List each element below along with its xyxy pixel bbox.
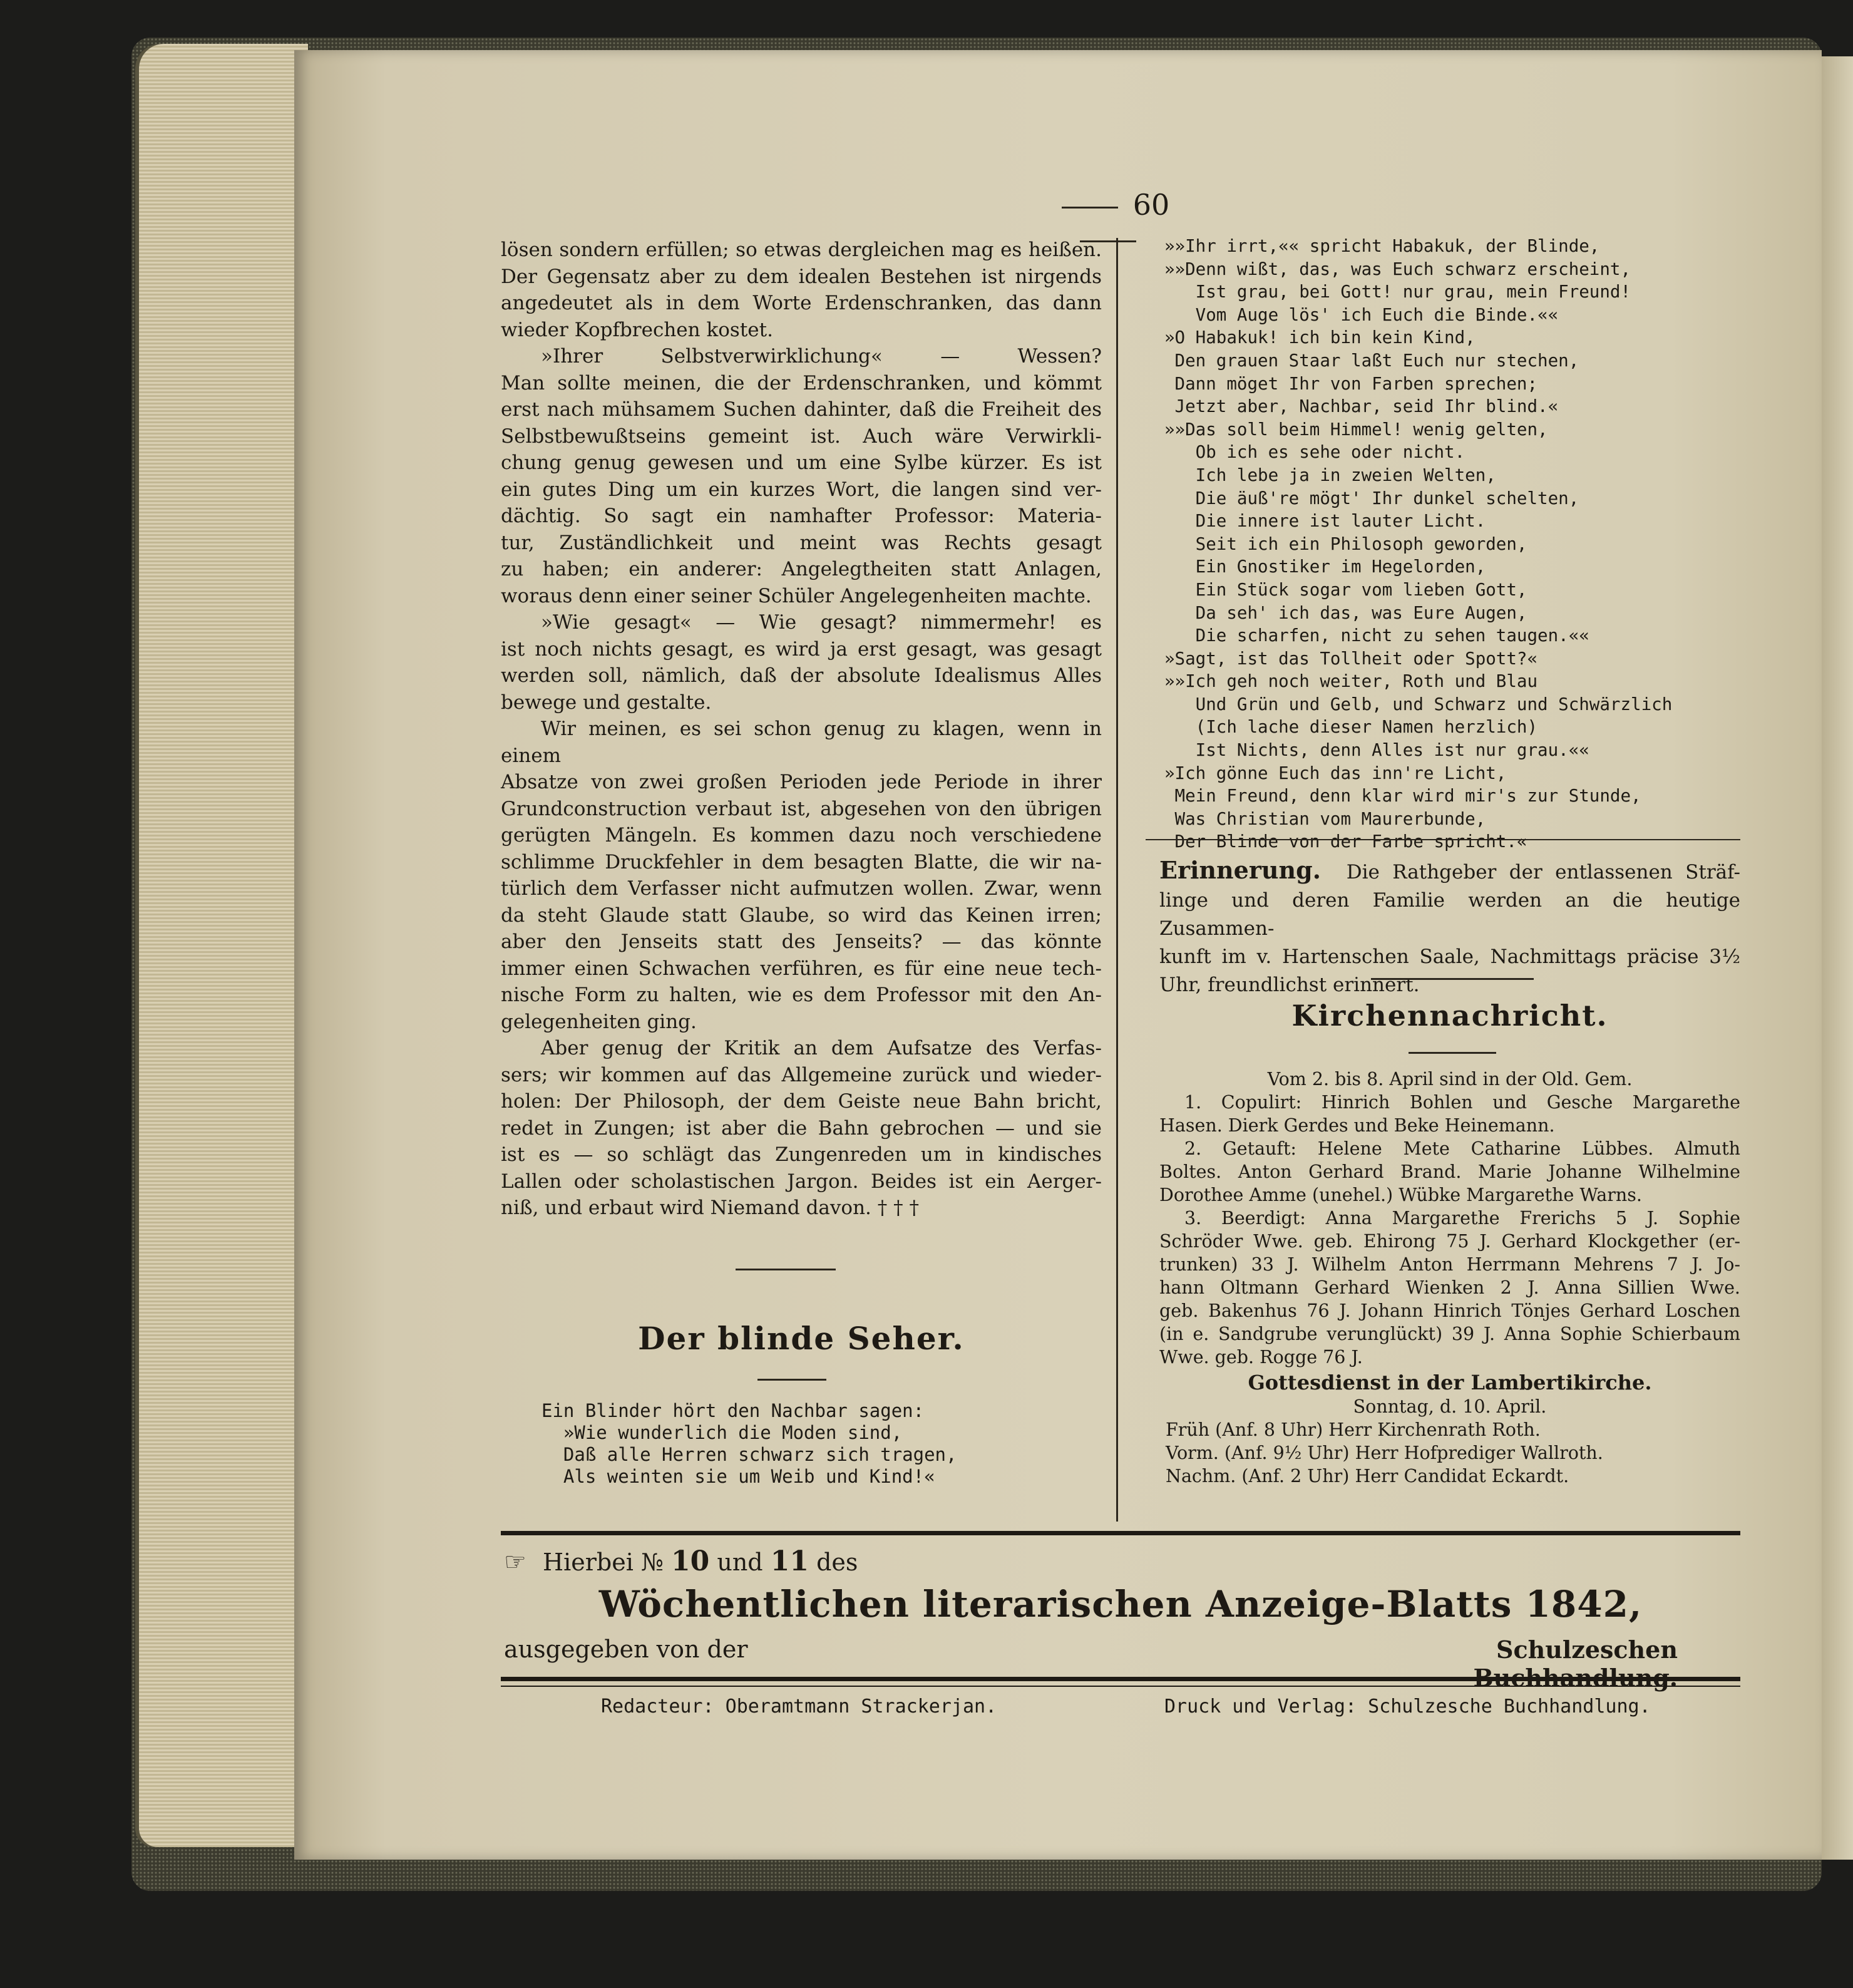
ad-issue-number: 10 [671, 1545, 710, 1577]
poem-line: Jetzt aber, Nachbar, seid Ihr blind.« [1164, 396, 1559, 417]
poem-line: Da seh' ich das, was Eure Augen, [1164, 602, 1527, 623]
article-line: zu haben; ein anderer: Angelegtheiten statt Anlagen, [501, 558, 1102, 580]
poem-line: »Wie wunderlich die Moden sind, [542, 1422, 903, 1443]
buried-line: (in e. Sandgrube verunglückt) 39 J. Anna Sophie Schierbaum [1159, 1324, 1740, 1344]
article-line: erst nach mühsamem Suchen dahinter, daß die Freiheit des [501, 398, 1102, 421]
footer-rule [501, 1677, 1740, 1681]
notice-title: Erinnerung. [1159, 856, 1321, 884]
poem-line: Der Blinde von der Farbe spricht.« [1164, 832, 1527, 852]
poem-line: Dann möget Ihr von Farben sprechen; [1164, 373, 1538, 394]
buried-line: geb. Bakenhus 76 J. Johann Hinrich Tönjes Gerhard Loschen [1159, 1300, 1740, 1321]
ad-suffix: des [816, 1548, 858, 1576]
article-line: bewege und gestalte. [501, 691, 712, 714]
baptized-line: 2. Getauft: Helene Mete Catharine Lübbes. Almuth [1184, 1138, 1740, 1159]
advertisement-publisher: Schulzeschen Buchhandlung. [1473, 1635, 1678, 1692]
article-line: ein gutes Ding um ein kurzes Wort, die langen sind ver- [501, 478, 1102, 501]
article-line: sers; wir kommen auf das Allgemeine zurück und wieder- [501, 1063, 1102, 1086]
ad-number-sign: № [640, 1548, 664, 1576]
buried-line: 3. Beerdigt: Anna Margarethe Frerichs 5 J. Sophie [1184, 1208, 1740, 1228]
article-line: türlich dem Verfasser nicht aufmutzen wollen. Zwar, wenn [501, 877, 1102, 900]
section-divider [736, 1269, 836, 1270]
article-line: werden soll, nämlich, daß der absolute Idealismus Alles [501, 664, 1102, 687]
church-news-title: Kirchennachricht. [1291, 999, 1608, 1033]
article-line: lösen sondern erfüllen; so etwas dergleichen mag es heißen. [501, 239, 1102, 261]
poem-line: Ob ich es sehe oder nicht. [1164, 442, 1465, 463]
article-line: niß, und erbaut wird Niemand davon. † † † [501, 1197, 919, 1219]
article-line: schlimme Druckfehler in dem besagten Blatte, die wir na- [501, 850, 1102, 873]
poem-line: »Sagt, ist das Tollheit oder Spott?« [1164, 648, 1538, 669]
poem-title-underline [757, 1379, 826, 1381]
imprint-printer: Druck und Verlag: Schulzesche Buchhandlung. [1164, 1696, 1651, 1718]
poem-line: Ein Gnostiker im Hegelorden, [1164, 557, 1486, 577]
poem-line: Und Grün und Gelb, und Schwarz und Schwärzlich [1164, 694, 1673, 714]
poem-line: Ist Nichts, denn Alles ist nur grau.«« [1164, 740, 1589, 761]
ad-issue-number: 11 [770, 1545, 809, 1577]
poem-line: (Ich lache dieser Namen herzlich) [1164, 717, 1538, 738]
advertisement-top-rule [501, 1531, 1740, 1535]
poem-line: Ist grau, bei Gott! nur grau, mein Freund! [1164, 282, 1631, 302]
poem-line: Die innere ist lauter Licht. [1164, 511, 1486, 532]
poem-title: Der blinde Seher. [638, 1320, 965, 1357]
poem-line: »O Habakuk! ich bin kein Kind, [1164, 327, 1476, 348]
article-line: woraus denn einer seiner Schüler Angelegenheiten machte. [501, 584, 1092, 607]
ad-conjunction: und [717, 1548, 763, 1576]
service-date: Sonntag, d. 10. April. [1353, 1396, 1547, 1417]
poem-line: »»Ihr irrt,«« spricht Habakuk, der Blinde, [1164, 236, 1600, 256]
article-line: tur, Zuständlichkeit und meint was Rechts gesagt [501, 531, 1102, 554]
page-number: 60 [1014, 188, 1202, 255]
poem-line: »»Das soll beim Himmel! wenig gelten, [1164, 419, 1548, 440]
poem-continuation [1164, 235, 1740, 853]
article-line: Grundconstruction verbaut ist, abgesehen von den übrigen [501, 797, 1102, 820]
article-line: Aber genug der Kritik an dem Aufsatze des Verfas- [541, 1037, 1102, 1059]
buried-line: trunken) 33 J. Wilhelm Anton Herrmann Mehrens 7 J. Jo- [1159, 1254, 1740, 1275]
article-line: da steht Glaude statt Glaube, so wird das Keinen irren; [501, 904, 1102, 927]
copulated-line: 1. Copulirt: Hinrich Bohlen und Gesche Margarethe [1184, 1092, 1740, 1113]
article-line: ist es — so schlägt das Zungenreden um in kindisches [501, 1143, 1102, 1166]
advertisement-supplement-line [504, 1545, 858, 1577]
section-divider [1371, 978, 1534, 980]
church-intro: Vom 2. bis 8. April sind in der Old. Gem. [1267, 1069, 1633, 1089]
imprint-editor: Redacteur: Oberamtmann Strackerjan. [601, 1696, 997, 1718]
left-column-article [501, 237, 1102, 1222]
article-line: Der Gegensatz aber zu dem idealen Bestehen ist nirgends [501, 265, 1102, 288]
page-stack-edge [139, 44, 308, 1847]
poem-line: Daß alle Herren schwarz sich tragen, [542, 1444, 957, 1465]
service-title: Gottesdienst in der Lambertikirche. [1248, 1371, 1652, 1394]
article-line: chung genug gewesen und um eine Sylbe kürzer. Es ist [501, 451, 1102, 474]
article-line: ist noch nichts gesagt, es wird ja erst gesagt, was gesagt [501, 637, 1102, 661]
service-line: Früh (Anf. 8 Uhr) Herr Kirchenrath Roth. [1166, 1419, 1541, 1440]
article-line: redet in Zungen; ist aber die Bahn gebrochen — und sie [501, 1116, 1102, 1140]
article-line: »Ihrer Selbstverwirklichung« — Wessen? [541, 345, 1102, 368]
advertisement-issued-by: ausgegeben von der [504, 1635, 748, 1663]
poem-line: Die äuß're mögt' Ihr dunkel schelten, [1164, 488, 1579, 508]
section-divider [1146, 839, 1740, 840]
poem-line: Mein Freund, denn klar wird mir's zur Stunde, [1164, 786, 1641, 806]
article-line: gerügten Mängeln. Es kommen dazu noch verschiedene [501, 824, 1102, 847]
buried-line: Wwe. geb. Rogge 76 J. [1159, 1347, 1363, 1367]
article-line: »Wie gesagt« — Wie gesagt? nimmermehr! es [541, 611, 1102, 634]
poem-line: Seit ich ein Philosoph geworden, [1164, 533, 1527, 554]
article-line: nische Form zu halten, wie es dem Professor mit den An- [501, 984, 1102, 1006]
article-line: angedeutet als in dem Worte Erdenschranken, das dann [501, 292, 1102, 314]
notice-line: kunft im v. Hartenschen Saale, Nachmittags präcise 3½ [1159, 945, 1740, 968]
poem-opening-stanza [542, 1400, 957, 1488]
poem-line: Die scharfen, nicht zu sehen taugen.«« [1164, 626, 1589, 646]
poem-line: »»Ich geh noch weiter, Roth und Blau [1164, 671, 1538, 692]
church-news-body [1159, 1068, 1740, 1488]
buried-line: Schröder Wwe. geb. Ehirong 75 J. Gerhard Klockgether (er- [1159, 1231, 1740, 1252]
article-line: Selbstbewußtseins gemeint ist. Auch wäre Verwirkli- [501, 425, 1102, 448]
footer-rule-thin [501, 1686, 1740, 1687]
baptized-line: Boltes. Anton Gerhard Brand. Marie Johanne Wilhelmine [1159, 1161, 1740, 1182]
copulated-line: Hasen. Dierk Gerdes und Beke Heinemann. [1159, 1115, 1555, 1136]
article-line: Lallen oder scholastischen Jargon. Beides ist ein Aerger- [501, 1170, 1102, 1193]
pointing-hand-icon: ☞ [504, 1548, 526, 1577]
poem-line: Den grauen Staar laßt Euch nur stechen, [1164, 350, 1579, 371]
poem-line: Ein Stück sogar vom lieben Gott, [1164, 579, 1527, 600]
article-line: Man sollte meinen, die der Erdenschranken, und kömmt [501, 371, 1102, 394]
poem-line: Als weinten sie um Weib und Kind!« [542, 1466, 935, 1487]
ad-prefix: Hierbei [542, 1548, 634, 1576]
poem-line: Was Christian vom Maurerbunde, [1164, 808, 1486, 829]
church-title-underline [1409, 1052, 1496, 1054]
notice-line: linge und deren Familie werden an die heutige Zusammen- [1159, 889, 1740, 940]
article-line: gelegenheiten ging. [501, 1010, 697, 1033]
article-line: holen: Der Philosoph, der dem Geiste neue Bahn bricht, [501, 1090, 1102, 1113]
article-line: Wir meinen, es sei schon genug zu klagen, wenn in einem [501, 718, 1102, 767]
baptized-line: Dorothee Amme (unehel.) Wübke Margarethe Warns. [1159, 1185, 1642, 1205]
article-line: dächtig. So sagt ein namhafter Professor: Materia- [501, 505, 1102, 527]
notice-line: Uhr, freundlichst erinnert. [1159, 974, 1420, 996]
article-line: aber den Jenseits statt des Jenseits? — das könnte [501, 930, 1102, 953]
poem-line: Ein Blinder hört den Nachbar sagen: [542, 1400, 925, 1421]
buried-line: hann Oltmann Gerhard Wienken 2 J. Anna Sillien Wwe. [1159, 1277, 1740, 1298]
notice-line: Die Rathgeber der entlassenen Sträf- [1346, 861, 1740, 883]
article-line: wieder Kopfbrechen kostet. [501, 318, 773, 341]
service-line: Nachm. (Anf. 2 Uhr) Herr Candidat Eckardt. [1166, 1466, 1569, 1486]
poem-line: »»Denn wißt, das, was Euch schwarz erscheint, [1164, 259, 1631, 279]
article-line: Absatze von zwei großen Perioden jede Periode in ihrer [501, 771, 1102, 793]
column-divider [1116, 238, 1118, 1522]
article-line: immer einen Schwachen verführen, es für eine neue tech- [501, 957, 1102, 980]
poem-line: »Ich gönne Euch das inn're Licht, [1164, 763, 1507, 783]
poem-line: Vom Auge lös' ich Euch die Binde.«« [1164, 304, 1559, 325]
poem-line: Ich lebe ja in zweien Welten, [1164, 465, 1496, 485]
advertisement-title: Wöchentlichen literarischen Anzeige-Blatts 1842, [598, 1583, 1643, 1625]
service-line: Vorm. (Anf. 9½ Uhr) Herr Hofprediger Wallroth. [1166, 1443, 1603, 1463]
